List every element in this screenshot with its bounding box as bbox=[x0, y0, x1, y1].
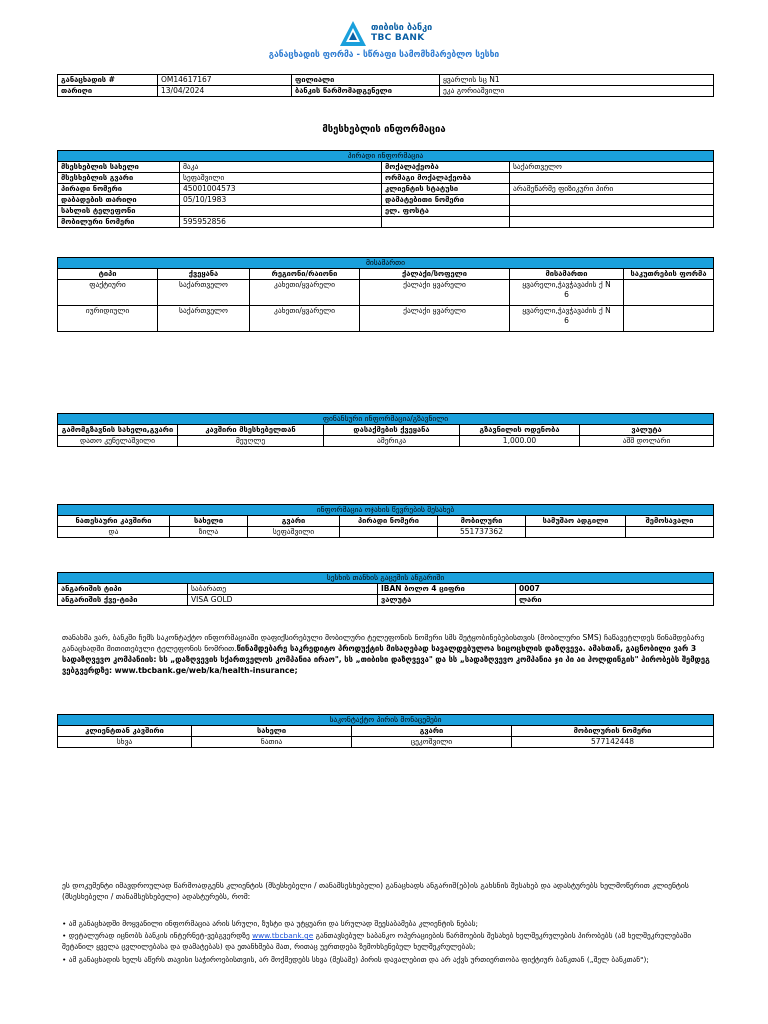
address-country: საქართველო bbox=[158, 306, 250, 332]
label-bank-representative: ბანკის წარმომადგენელი bbox=[292, 86, 440, 97]
first-name: მაკა bbox=[180, 162, 382, 173]
account-currency: ლარი bbox=[516, 595, 714, 606]
iban-last4: 0007 bbox=[516, 584, 714, 595]
column-header: კლიენტთან კავშირი bbox=[58, 726, 192, 737]
account-header: სესხის თანხის გაცემის ანგარიში bbox=[58, 573, 714, 584]
contact-header: საკონტაქტო პირის მონაცემები bbox=[58, 715, 714, 726]
column-header: გვარი bbox=[352, 726, 512, 737]
family-first-name: ზილა bbox=[170, 527, 248, 538]
contact-mobile: 577142448 bbox=[512, 737, 714, 748]
table-row bbox=[58, 206, 714, 217]
tbc-logo bbox=[339, 20, 455, 50]
footer-bullet-1: • ამ განაცხადში მოყვანილი ინფორმაცია არის სრული, ზუსტი და უტყუარი და სრულად შეესაბამება კლიენტის ნებას; bbox=[62, 919, 478, 928]
column-header: პირადი ნომერი bbox=[340, 516, 438, 527]
table-row bbox=[58, 75, 714, 86]
consent-sms-text: თანახმა ვარ, ბანკში ჩემს საკონტაქტო ინფორმაციაში დაფიქსირებული მობილური ტელეფონის ნომერი სმს შეტყობინებებისთვის (მობილური SMS) ჩაწავეტლდეს წინამდებარე განაცხადში მითითებული ტელეფონის ნომრით. bbox=[62, 633, 705, 653]
label-last-name: მსესხებლის გვარი bbox=[58, 173, 180, 184]
date: 13/04/2024 bbox=[158, 86, 292, 97]
label-email: ელ. ფოსტა bbox=[382, 206, 510, 217]
bullet2-text-a: • დეტალურად იცნობს ბანკის ინტერნეტ-ვებგვერდზე bbox=[62, 931, 253, 940]
application-number: OM14617167 bbox=[158, 75, 292, 86]
address-city: ქალაქი ყვარელი bbox=[360, 306, 510, 332]
label-dual-citizenship: ორმაგი მოქალაქეობა bbox=[382, 173, 510, 184]
address-city: ქალაქი ყვარელი bbox=[360, 280, 510, 306]
family-personal-number bbox=[340, 527, 438, 538]
address-street-line2: 6 bbox=[564, 290, 569, 299]
label-additional-number: დამატებითი ნომერი bbox=[382, 195, 510, 206]
table-row bbox=[58, 527, 714, 538]
contact-relation: სხვა bbox=[58, 737, 192, 748]
family-info-header: ინფორმაცია ოჯახის წევრების შესახებ bbox=[58, 505, 714, 516]
column-header: სახელი bbox=[170, 516, 248, 527]
column-header: სახელი bbox=[192, 726, 352, 737]
address-street bbox=[510, 306, 624, 332]
disbursement-account-table bbox=[57, 572, 714, 606]
label-application-number: განაცხადის # bbox=[58, 75, 158, 86]
financial-info-table bbox=[57, 413, 714, 447]
remittance-amount: 1,000.00 bbox=[460, 436, 580, 447]
address-ownership bbox=[624, 306, 714, 332]
address-type: იურიდიული bbox=[58, 306, 158, 332]
table-row bbox=[58, 86, 714, 97]
column-header: მობილური bbox=[438, 516, 526, 527]
column-header: სამუშაო ადგილი bbox=[526, 516, 626, 527]
family-workplace bbox=[526, 527, 626, 538]
account-type: საბარათე bbox=[188, 584, 378, 595]
label-account-type: ანგარიშის ტიპი bbox=[58, 584, 188, 595]
relation-to-borrower: მეუღლე bbox=[178, 436, 324, 447]
contact-first-name: ნათია bbox=[192, 737, 352, 748]
column-header: მისამართი bbox=[510, 269, 624, 280]
insurance-notice-text: წინამდებარე საკრედიტო პროდუქტის მისაღებად სავალდებულოა სიცოცხლის დაზღვევა. ამასთან, გაცნობილი ვარ 3 სადაზღვევო კომპანიის: სს „დაზღვევის სქართველოს კომპანია ირაო", სს „თიბისი დაზღვევა" და სს „სადაზღვევო კომპანია ჯი პი აი ჰოლდინგის" პირობებს შემდეგ ვებგვერდზე: www.tbcbank.ge/web/ka/health-insurance; bbox=[62, 644, 710, 675]
column-header: ტიპი bbox=[58, 269, 158, 280]
column-header: საკუთრების ფორმა bbox=[624, 269, 714, 280]
table-row bbox=[58, 737, 714, 748]
application-header-table bbox=[57, 74, 714, 97]
address-region: კახეთი/ყვარელი bbox=[250, 306, 360, 332]
address-ownership bbox=[624, 280, 714, 306]
last-name: სეფაშვილი bbox=[180, 173, 382, 184]
table-row bbox=[58, 436, 714, 447]
financial-info-header: ფინანსური ინფორმაცია/გზავნილი bbox=[58, 414, 714, 425]
label-client-status: კლიენტის სტატუსი bbox=[382, 184, 510, 195]
brand-name-ge: თიბისი ბანკი bbox=[371, 23, 433, 33]
table-row bbox=[58, 184, 714, 195]
citizenship: საქართველო bbox=[510, 162, 714, 173]
address-country: საქართველო bbox=[158, 280, 250, 306]
column-header: ვალუტა bbox=[580, 425, 714, 436]
table-row bbox=[58, 195, 714, 206]
family-info-table bbox=[57, 504, 714, 538]
sender-name: დათო კუნელაშვილი bbox=[58, 436, 178, 447]
tbcbank-link[interactable]: www.tbcbank.ge bbox=[252, 931, 314, 940]
client-status: არამეწარმე ფიზიკური პირი bbox=[510, 184, 714, 195]
table-row bbox=[58, 162, 714, 173]
dual-citizenship bbox=[510, 173, 714, 184]
column-header: მობილურის ნომერი bbox=[512, 726, 714, 737]
address-street bbox=[510, 280, 624, 306]
personal-info-table bbox=[57, 150, 714, 228]
email bbox=[510, 206, 714, 217]
address-street-line2: 6 bbox=[564, 316, 569, 325]
bullet2-text-b: განთავსებულ საბანკო ოპერაციების წარმოების შესახებ ხელშეკრულების პირობებს (ამ ხელშეკრულებაში შეტანილ ყველა ცვლილებასა და დამატებას) და ეთანხმება მათ, რითაც უერთდება ზემოხსენებულ ხელშეკრულებას; bbox=[62, 931, 692, 951]
label-account-subtype: ანგარიშის ქვე-ტიპი bbox=[58, 595, 188, 606]
address-type: ფაქტიური bbox=[58, 280, 158, 306]
label-date: თარიღი bbox=[58, 86, 158, 97]
label-citizenship: მოქალაქეობა bbox=[382, 162, 510, 173]
column-header: დასაქმების ქვეყანა bbox=[324, 425, 460, 436]
contact-person-table bbox=[57, 714, 714, 748]
table-row bbox=[58, 280, 714, 306]
bank-representative: ეკა გორიაშვილი bbox=[440, 86, 714, 97]
family-income bbox=[626, 527, 714, 538]
borrower-info-title: მსესხებლის ინფორმაცია bbox=[322, 124, 446, 135]
column-header: კავშირი მსესხებელთან bbox=[178, 425, 324, 436]
column-header: გზავნილის ოდენობა bbox=[460, 425, 580, 436]
address-region: კახეთი/ყვარელი bbox=[250, 280, 360, 306]
label-branch: ფილიალი bbox=[292, 75, 440, 86]
label-personal-number: პირადი ნომერი bbox=[58, 184, 180, 195]
family-relation: და bbox=[58, 527, 170, 538]
family-mobile: 551737362 bbox=[438, 527, 526, 538]
column-header: გვარი bbox=[248, 516, 340, 527]
address-header: მისამართი bbox=[58, 258, 714, 269]
column-header: რეგიონი/რაიონი bbox=[250, 269, 360, 280]
label-iban-last4: IBAN ბოლო 4 ციფრი bbox=[378, 584, 516, 595]
employment-country: ამერიკა bbox=[324, 436, 460, 447]
consent-paragraph bbox=[62, 632, 714, 676]
footer-bullet-2 bbox=[62, 931, 714, 952]
column-header: გამომგზავნის სახელი,გვარი bbox=[58, 425, 178, 436]
personal-number: 45001004573 bbox=[180, 184, 382, 195]
footer-intro: ეს დოკუმენტი იმავდროულად წარმოადგენს კლიენტის (მსესხებელი / თანამსესხებელი) განაცხადს ანგარიშ(ებ)ის გახსნის შესახებ და ადასტურებს ხელმოწერით კლიენტის (მსესხებელი / თანამსესხებელი) ადასტურებს, რომ: bbox=[62, 881, 689, 901]
address-street-line1: ყვარელი,ჭავჭავაძის ქ N bbox=[522, 306, 611, 315]
label-mobile-number: მობილური ნომერი bbox=[58, 217, 180, 228]
table-row bbox=[58, 584, 714, 595]
account-subtype: VISA GOLD bbox=[188, 595, 378, 606]
home-phone bbox=[180, 206, 382, 217]
label-first-name: მსესხებლის სახელი bbox=[58, 162, 180, 173]
table-row bbox=[58, 173, 714, 184]
address-street-line1: ყვარელი,ჭავჭავაძის ქ N bbox=[522, 280, 611, 289]
table-row bbox=[58, 595, 714, 606]
table-row bbox=[58, 306, 714, 332]
form-subtitle: განაცხადის ფორმა - სწრაფი სამომხმარებლო სესხი bbox=[268, 50, 500, 60]
table-header-row bbox=[58, 516, 714, 527]
footer-bullet-3: • ამ განაცხადის ხელს აწერს თავისი საჭიროებისთვის, არ მოქმედებს სხვა (მესამე) პირის დავალებით და არ აქვს ურთიერთობა ფიქტიურ ბანკთან („შელ ბანკთან"); bbox=[62, 955, 649, 964]
branch: ყვარლის სც N1 bbox=[440, 75, 714, 86]
column-header: ქვეყანა bbox=[158, 269, 250, 280]
brand-name-en: TBC BANK bbox=[371, 33, 425, 43]
personal-info-header: პირადი ინფორმაცია bbox=[58, 151, 714, 162]
mobile-number: 595952856 bbox=[180, 217, 382, 228]
table-header-row bbox=[58, 726, 714, 737]
column-header: ქალაქი/სოფელი bbox=[360, 269, 510, 280]
birth-date: 05/10/1983 bbox=[180, 195, 382, 206]
address-table bbox=[57, 257, 714, 332]
column-header: ნათესაური კავშირი bbox=[58, 516, 170, 527]
label-home-phone: სახლის ტელეფონი bbox=[58, 206, 180, 217]
label-account-currency: ვალუტა bbox=[378, 595, 516, 606]
contact-last-name: ცეკოშვილი bbox=[352, 737, 512, 748]
table-header-row bbox=[58, 425, 714, 436]
column-header: შემოსავალი bbox=[626, 516, 714, 527]
currency: აშშ დოლარი bbox=[580, 436, 714, 447]
tbc-logo-icon bbox=[339, 20, 367, 48]
table-row bbox=[58, 217, 714, 228]
table-header-row bbox=[58, 269, 714, 280]
empty-cell bbox=[510, 217, 714, 228]
empty-cell bbox=[382, 217, 510, 228]
label-birth-date: დაბადების თარიღი bbox=[58, 195, 180, 206]
additional-number bbox=[510, 195, 714, 206]
family-last-name: სეფაშვილი bbox=[248, 527, 340, 538]
